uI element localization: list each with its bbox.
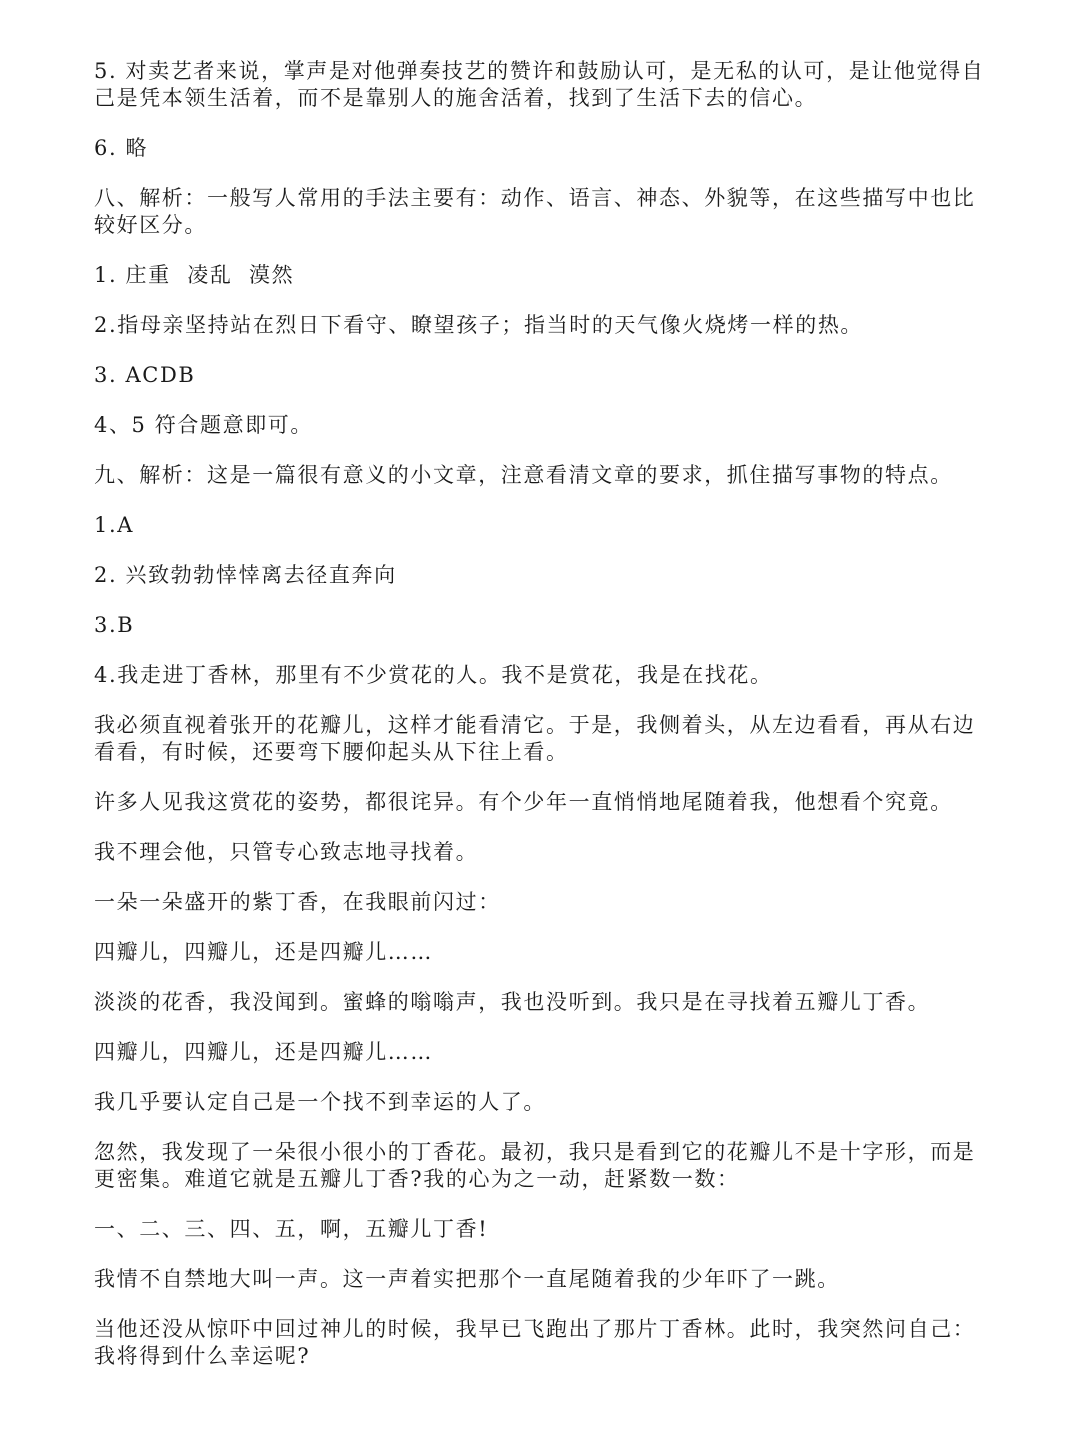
section-9-answer-1: 1.A [94, 513, 135, 537]
story-paragraph: 一朵一朵盛开的紫丁香，在我眼前闪过： [94, 890, 501, 914]
story-paragraph: 淡淡的花香，我没闻到。蜜蜂的嗡嗡声，我也没听到。我只是在寻找着五瓣儿丁香。 [94, 990, 931, 1014]
section-9-heading: 九、解析：这是一篇很有意义的小文章，注意看清文章的要求，抓住描写事物的特点。 [94, 463, 953, 487]
story-paragraph: 许多人见我这赏花的姿势，都很诧异。有个少年一直悄悄地尾随着我，他想看个究竟。 [94, 790, 953, 814]
story-paragraph: 我情不自禁地大叫一声。这一声着实把那个一直尾随着我的少年吓了一跳。 [94, 1267, 840, 1291]
section-8-answer-3: 3. ACDB [94, 363, 196, 387]
section-8-answer-4-5: 4、5 符合题意即可。 [94, 413, 313, 437]
section-9-answer-3: 3.B [94, 613, 135, 637]
section-9-answer-2: 2. 兴致勃勃悻悻离去径直奔向 [94, 563, 397, 587]
answer-5: 5. 对卖艺者来说，掌声是对他弹奏技艺的赞许和鼓励认可，是无私的认可，是让他觉得自己是凭本领生活着，而不是靠别人的施舍活着，找到了生活下去的信心。 [94, 59, 985, 110]
section-8-answer-1: 1. 庄重 凌乱 漠然 [94, 263, 295, 287]
story-paragraph: 我不理会他，只管专心致志地寻找着。 [94, 840, 479, 864]
story-paragraph: 一、二、三、四、五，啊，五瓣儿丁香! [94, 1217, 489, 1241]
story-paragraph: 我几乎要认定自己是一个找不到幸运的人了。 [94, 1090, 546, 1114]
story-paragraph: 四瓣儿，四瓣儿，还是四瓣儿…… [94, 1040, 433, 1064]
section-8-answer-2: 2.指母亲坚持站在烈日下看守、瞭望孩子；指当时的天气像火烧烤一样的热。 [94, 313, 864, 337]
section-9-answer-4: 4.我走进丁香林，那里有不少赏花的人。我不是赏花，我是在找花。 [94, 663, 773, 687]
section-8-heading: 八、解析：一般写人常用的手法主要有：动作、语言、神态、外貌等，在这些描写中也比较好区分。 [94, 186, 976, 237]
answer-6: 6. 略 [94, 136, 149, 160]
story-paragraph: 四瓣儿，四瓣儿，还是四瓣儿…… [94, 940, 433, 964]
story-paragraph: 当他还没从惊吓中回过神儿的时候，我早已飞跑出了那片丁香林。此时，我突然问自己：我将得到什么幸运呢? [94, 1317, 976, 1368]
story-paragraph: 我必须直视着张开的花瓣儿，这样才能看清它。于是，我侧着头，从左边看看，再从右边看看，有时候，还要弯下腰仰起头从下往上看。 [94, 713, 976, 764]
story-paragraph: 忽然，我发现了一朵很小很小的丁香花。最初，我只是看到它的花瓣儿不是十字形，而是更密集。难道它就是五瓣儿丁香?我的心为之一动，赶紧数一数： [94, 1140, 976, 1191]
document-body [94, 58, 994, 1393]
